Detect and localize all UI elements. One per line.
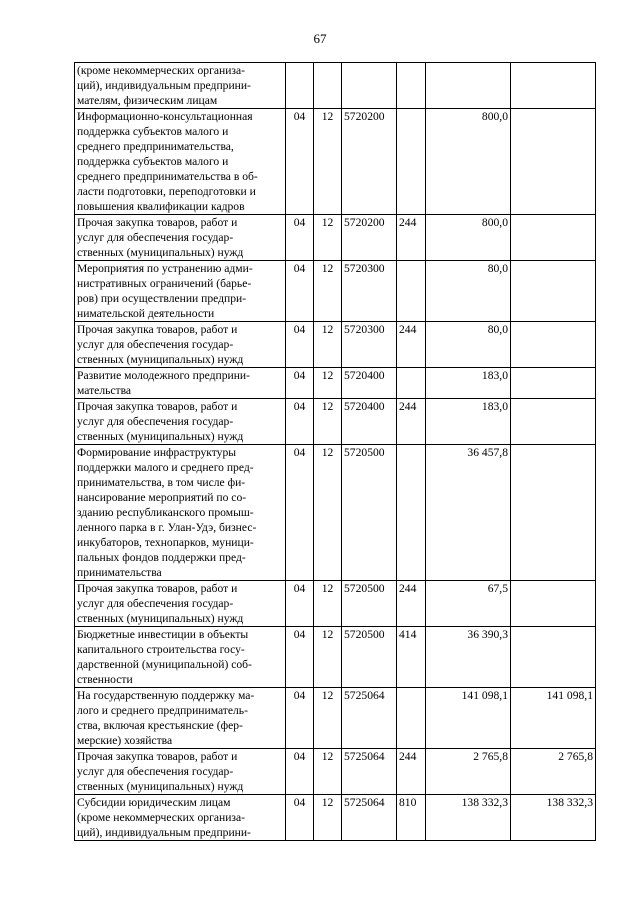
cell-target-article: 5720400 xyxy=(342,368,397,399)
cell-subsection: 12 xyxy=(314,215,342,261)
cell-amount: 183,0 xyxy=(426,399,511,445)
cell-name: Бюджетные инвестиции в объекты капитального строительства госу- дарственной (муниципальной) соб- ственности xyxy=(75,627,286,688)
cell-amount: 800,0 xyxy=(426,109,511,215)
cell-expense-type xyxy=(397,261,426,322)
table-row xyxy=(75,215,596,261)
cell-expense-type: 244 xyxy=(397,749,426,795)
cell-name: Информационно-консультационная поддержка субъектов малого и среднего предпринимательства, поддержка субъектов малого и среднего предпринимательства в об- ласти подготовки, переподготовки и повышения квалификации кадров xyxy=(75,109,286,215)
cell-amount-federal: 138 332,3 xyxy=(511,795,596,841)
cell-amount-federal xyxy=(511,63,596,109)
cell-name: Прочая закупка товаров, работ и услуг для обеспечения государ- ственных (муниципальных) нужд xyxy=(75,215,286,261)
cell-section: 04 xyxy=(286,581,314,627)
cell-section: 04 xyxy=(286,445,314,581)
table-row xyxy=(75,63,596,109)
cell-subsection: 12 xyxy=(314,795,342,841)
cell-expense-type: 244 xyxy=(397,581,426,627)
cell-section: 04 xyxy=(286,795,314,841)
table-row xyxy=(75,749,596,795)
cell-expense-type xyxy=(397,368,426,399)
cell-expense-type: 810 xyxy=(397,795,426,841)
cell-section: 04 xyxy=(286,749,314,795)
cell-amount: 36 390,3 xyxy=(426,627,511,688)
cell-amount-federal xyxy=(511,109,596,215)
cell-name: Прочая закупка товаров, работ и услуг для обеспечения государ- ственных (муниципальных) нужд xyxy=(75,581,286,627)
cell-name: Мероприятия по устранению адми- нистративных ограничений (барье- ров) при осуществлении предпри- нимательской деятельности xyxy=(75,261,286,322)
cell-subsection: 12 xyxy=(314,399,342,445)
cell-expense-type xyxy=(397,688,426,749)
cell-subsection: 12 xyxy=(314,688,342,749)
table-row xyxy=(75,109,596,215)
table-row xyxy=(75,399,596,445)
cell-section: 04 xyxy=(286,627,314,688)
cell-expense-type: 414 xyxy=(397,627,426,688)
cell-subsection: 12 xyxy=(314,368,342,399)
cell-name: Прочая закупка товаров, работ и услуг для обеспечения государ- ственных (муниципальных) нужд xyxy=(75,322,286,368)
cell-amount: 67,5 xyxy=(426,581,511,627)
cell-target-article: 5720500 xyxy=(342,627,397,688)
table-row xyxy=(75,261,596,322)
cell-amount-federal: 2 765,8 xyxy=(511,749,596,795)
cell-target-article: 5720300 xyxy=(342,322,397,368)
cell-amount: 36 457,8 xyxy=(426,445,511,581)
cell-name: Прочая закупка товаров, работ и услуг для обеспечения государ- ственных (муниципальных) нужд xyxy=(75,399,286,445)
cell-target-article: 5720200 xyxy=(342,215,397,261)
cell-section: 04 xyxy=(286,322,314,368)
cell-name: Субсидии юридическим лицам (кроме некоммерческих организа- ций), индивидуальным предприни- xyxy=(75,795,286,841)
cell-amount-federal xyxy=(511,368,596,399)
cell-amount: 2 765,8 xyxy=(426,749,511,795)
cell-expense-type: 244 xyxy=(397,215,426,261)
cell-target-article: 5725064 xyxy=(342,688,397,749)
cell-expense-type: 244 xyxy=(397,322,426,368)
table-row xyxy=(75,322,596,368)
cell-amount-federal xyxy=(511,627,596,688)
cell-amount: 138 332,3 xyxy=(426,795,511,841)
budget-table xyxy=(74,62,596,841)
cell-subsection: 12 xyxy=(314,261,342,322)
cell-amount: 800,0 xyxy=(426,215,511,261)
cell-amount-federal xyxy=(511,215,596,261)
cell-amount xyxy=(426,63,511,109)
cell-amount-federal xyxy=(511,581,596,627)
cell-subsection xyxy=(314,63,342,109)
cell-target-article: 5725064 xyxy=(342,749,397,795)
cell-section: 04 xyxy=(286,368,314,399)
table-row xyxy=(75,581,596,627)
cell-name: Прочая закупка товаров, работ и услуг для обеспечения государ- ственных (муниципальных) нужд xyxy=(75,749,286,795)
cell-amount: 141 098,1 xyxy=(426,688,511,749)
cell-target-article: 5720300 xyxy=(342,261,397,322)
cell-amount: 80,0 xyxy=(426,261,511,322)
cell-expense-type: 244 xyxy=(397,399,426,445)
cell-section: 04 xyxy=(286,688,314,749)
cell-amount-federal xyxy=(511,322,596,368)
page-number: 67 xyxy=(313,31,327,46)
table-row xyxy=(75,795,596,841)
table-row xyxy=(75,688,596,749)
cell-section: 04 xyxy=(286,109,314,215)
cell-name: (кроме некоммерческих организа- ций), индивидуальным предприни- мателям, физическим лицам xyxy=(75,63,286,109)
cell-section: 04 xyxy=(286,215,314,261)
cell-section xyxy=(286,63,314,109)
cell-amount-federal xyxy=(511,399,596,445)
cell-subsection: 12 xyxy=(314,581,342,627)
cell-target-article xyxy=(342,63,397,109)
cell-name: Развитие молодежного предприни- мательства xyxy=(75,368,286,399)
cell-amount: 183,0 xyxy=(426,368,511,399)
cell-target-article: 5720400 xyxy=(342,399,397,445)
cell-subsection: 12 xyxy=(314,749,342,795)
cell-amount: 80,0 xyxy=(426,322,511,368)
cell-target-article: 5720500 xyxy=(342,445,397,581)
cell-section: 04 xyxy=(286,261,314,322)
table-row xyxy=(75,445,596,581)
cell-expense-type xyxy=(397,109,426,215)
table-row xyxy=(75,627,596,688)
cell-target-article: 5720200 xyxy=(342,109,397,215)
cell-target-article: 5720500 xyxy=(342,581,397,627)
cell-subsection: 12 xyxy=(314,445,342,581)
cell-subsection: 12 xyxy=(314,109,342,215)
cell-name: Формирование инфраструктуры поддержки малого и среднего пред- принимательства, в том числе фи- нансирование мероприятий по со- зданию республиканского промыш- ленного парка в г. Улан-Удэ, бизнес- инкубаторов, технопарков, муници- пальных фондов поддержки пред- принимательства xyxy=(75,445,286,581)
cell-amount-federal: 141 098,1 xyxy=(511,688,596,749)
budget-table-body xyxy=(75,63,596,841)
cell-expense-type xyxy=(397,63,426,109)
table-row xyxy=(75,368,596,399)
cell-target-article: 5725064 xyxy=(342,795,397,841)
cell-name: На государственную поддержку ма- лого и среднего предприниматель- ства, включая крестьянские (фер- мерские) хозяйства xyxy=(75,688,286,749)
cell-amount-federal xyxy=(511,445,596,581)
cell-subsection: 12 xyxy=(314,627,342,688)
cell-section: 04 xyxy=(286,399,314,445)
cell-subsection: 12 xyxy=(314,322,342,368)
cell-amount-federal xyxy=(511,261,596,322)
cell-expense-type xyxy=(397,445,426,581)
